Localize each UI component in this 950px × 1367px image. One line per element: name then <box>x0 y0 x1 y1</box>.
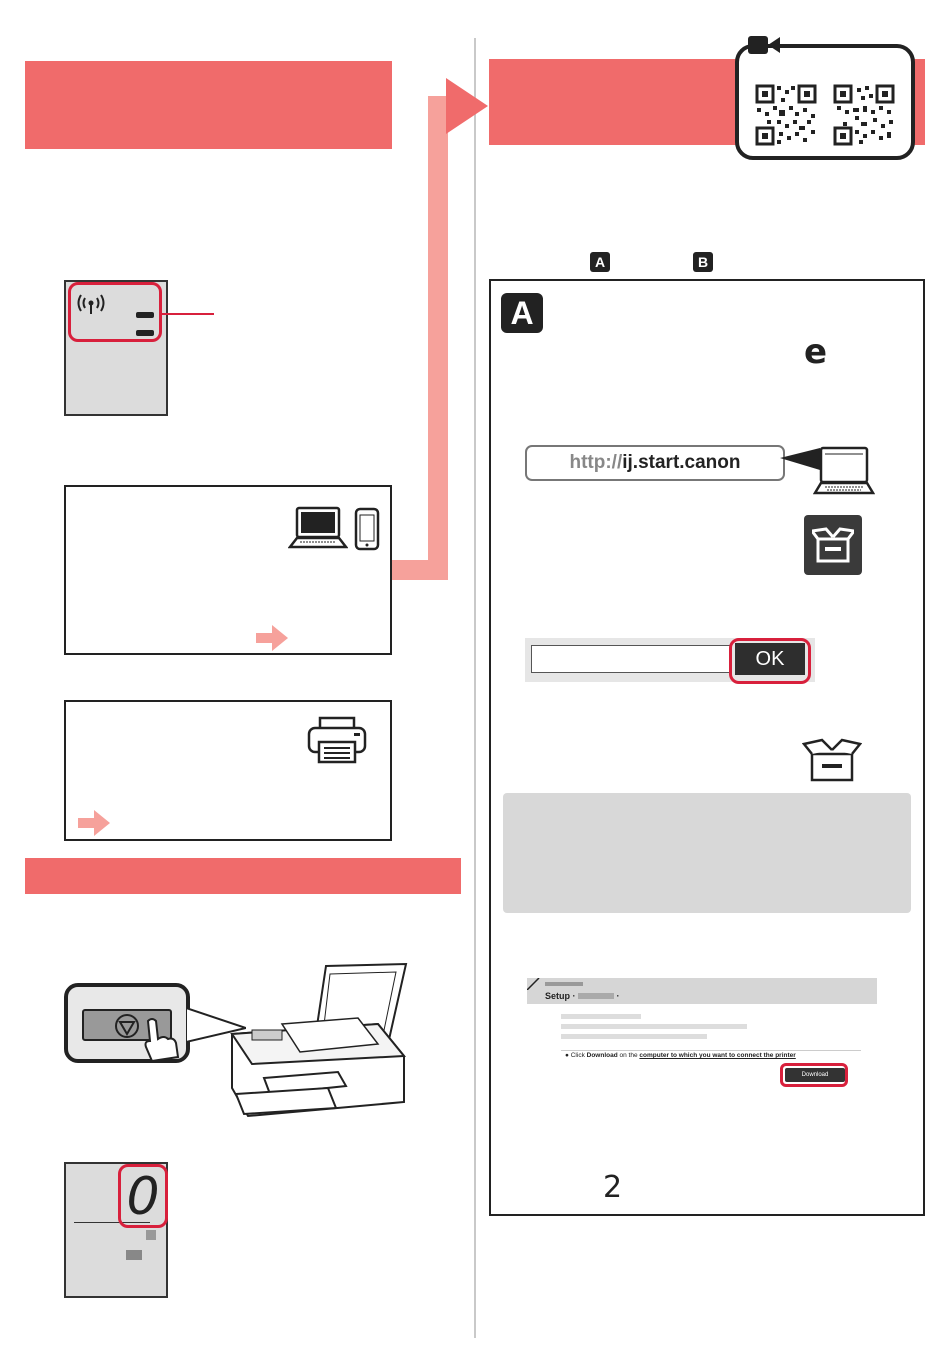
ok-button[interactable]: OK <box>735 643 805 675</box>
url-host: ij.start.canon <box>622 452 741 473</box>
column-divider <box>474 38 476 1338</box>
installer-box-icon <box>812 525 854 565</box>
lcd-indicator <box>126 1250 142 1260</box>
blurred-text <box>561 1014 641 1019</box>
laptop-icon <box>288 505 348 551</box>
blurred-text <box>545 982 583 986</box>
section-header-left-bottom <box>25 858 461 894</box>
connector-vertical <box>428 96 448 580</box>
badge-a-inline: A <box>590 252 610 272</box>
qr-code-icon[interactable] <box>755 84 817 146</box>
blurred-text <box>561 1024 747 1029</box>
preview-header <box>527 978 877 1004</box>
control-panel-zoom <box>64 983 190 1063</box>
smartphone-icon <box>354 507 380 551</box>
qr-code-icon[interactable] <box>833 84 895 146</box>
ok-highlight-frame <box>729 638 811 684</box>
qr-panel <box>735 44 915 160</box>
device-choice-box <box>64 485 392 655</box>
blurred-text <box>561 1034 707 1039</box>
stop-button-icon <box>114 1013 140 1039</box>
download-button[interactable]: Download <box>785 1068 845 1082</box>
setup-label: Setup · · <box>545 991 620 1001</box>
step-number: 2 <box>603 1170 623 1205</box>
dialog-input[interactable] <box>531 645 731 673</box>
url-protocol: http:// <box>569 452 623 473</box>
edge-browser-icon: e <box>804 332 828 372</box>
installer-app-icon[interactable] <box>804 515 862 575</box>
printer-illustration <box>228 960 408 1118</box>
printer-choice-box <box>64 700 392 841</box>
callout-line <box>162 313 214 315</box>
url-field[interactable] <box>525 445 785 481</box>
video-icon <box>748 34 782 56</box>
download-instruction: ● Click Download on the computer to which you want to connect the printer <box>565 1052 796 1059</box>
download-highlight-frame <box>780 1063 848 1087</box>
installer-box-icon <box>802 738 862 782</box>
finger-press-icon <box>138 1017 182 1061</box>
laptop-icon <box>813 446 875 496</box>
corner-mark <box>527 978 541 990</box>
connector-arrowhead-icon <box>446 78 488 134</box>
lcd-indicator <box>146 1230 156 1240</box>
badge-b-inline: B <box>693 252 713 272</box>
note-box <box>503 793 911 913</box>
section-header-left-top <box>25 61 392 149</box>
arrow-right-icon <box>256 625 288 651</box>
lcd-digit: 0 <box>118 1164 168 1228</box>
badge-a: A <box>501 293 543 333</box>
divider <box>561 1050 861 1051</box>
highlight-frame-wireless <box>68 282 162 342</box>
printer-icon <box>306 716 368 764</box>
arrow-right-icon <box>78 810 110 836</box>
